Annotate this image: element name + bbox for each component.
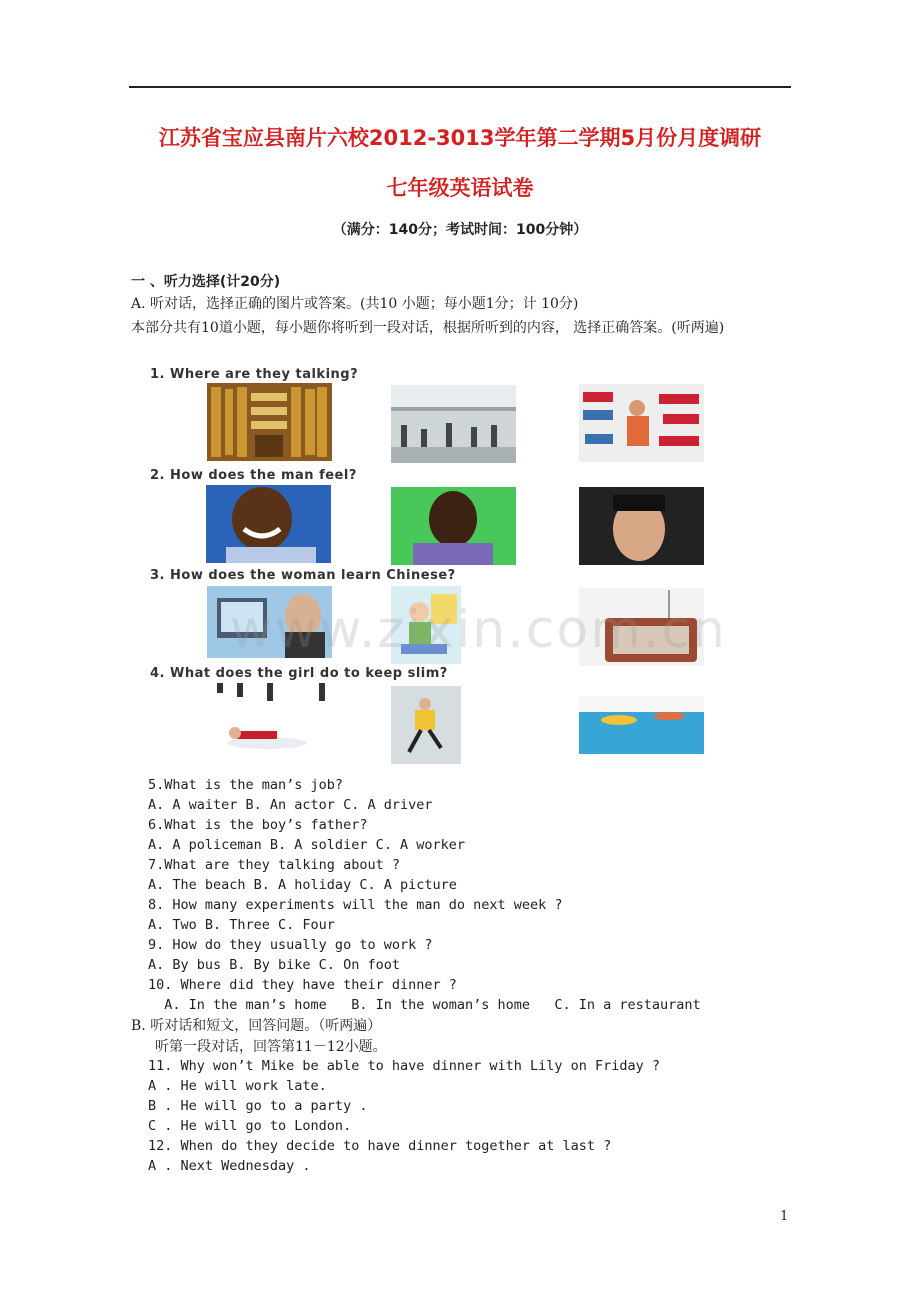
picture-question-1: 1. Where are they talking? [150, 367, 359, 382]
question-5: 5.What is the man’s job? [148, 777, 344, 793]
part-b-subheading: 听第一段对话，回答第11－12小题。 [155, 1039, 387, 1055]
exam-title: 江苏省宝应县南片六校2012-3013学年第二学期5月份月度调研 [158, 126, 762, 150]
question-12: 12. When do they decide to have dinner together at last ? [148, 1138, 612, 1154]
swimming-photo [579, 696, 704, 774]
score-info: （满分：140分；考试时间：100分钟） [332, 222, 588, 238]
angry-man-photo [391, 487, 516, 565]
watermark: www.zixin.com.cn [230, 600, 727, 660]
option-11-b: B . He will go to a party . [148, 1098, 368, 1114]
question-7: 7.What are they talking about ? [148, 857, 400, 873]
options-7: A. The beach B. A holiday C. A picture [148, 877, 457, 893]
part-a-instruction: A. 听对话，选择正确的图片或答案。(共10 小题；每小题1分；计 10分) [131, 296, 579, 312]
options-8: A. Two B. Three C. Four [148, 917, 335, 933]
question-10: 10. Where did they have their dinner ? [148, 977, 457, 993]
exam-subtitle: 七年级英语试卷 [386, 176, 534, 200]
section-heading: 一 、听力选择(计20分) [131, 274, 281, 290]
airport-hall-photo [391, 385, 516, 463]
option-12-a: A . Next Wednesday . [148, 1158, 311, 1174]
question-9: 9. How do they usually go to work ? [148, 937, 433, 953]
part-b-heading: B. 听对话和短文，回答问题。（听两遍） [131, 1018, 382, 1034]
option-11-c: C . He will go to London. [148, 1118, 352, 1134]
picture-question-4: 4. What does the girl do to keep slim? [150, 666, 448, 681]
skiing-photo [207, 683, 332, 761]
options-10: A. In the man’s home B. In the woman’s home C. In a restaurant [148, 997, 701, 1013]
picture-question-3: 3. How does the woman learn Chinese? [150, 568, 456, 583]
skating-photo [391, 686, 516, 764]
question-8: 8. How many experiments will the man do next week ? [148, 897, 563, 913]
options-5: A. A waiter B. An actor C. A driver [148, 797, 433, 813]
section-intro: 本部分共有10道小题，每小题你将听到一段对话，根据所听到的内容， 选择正确答案。(听两遍) [131, 320, 725, 336]
options-9: A. By bus B. By bike C. On foot [148, 957, 400, 973]
library-photo [207, 383, 332, 461]
question-11: 11. Why won’t Mike be able to have dinner with Lily on Friday ? [148, 1058, 661, 1074]
options-6: A. A policeman B. A soldier C. A worker [148, 837, 465, 853]
supermarket-photo [579, 384, 704, 462]
worried-man-photo [579, 487, 704, 565]
option-11-a: A . He will work late. [148, 1078, 327, 1094]
page-number: 1 [780, 1209, 789, 1224]
picture-question-2: 2. How does the man feel? [150, 468, 357, 483]
question-6: 6.What is the boy’s father? [148, 817, 368, 833]
header-rule [129, 86, 791, 88]
smiling-man-photo [206, 485, 331, 563]
